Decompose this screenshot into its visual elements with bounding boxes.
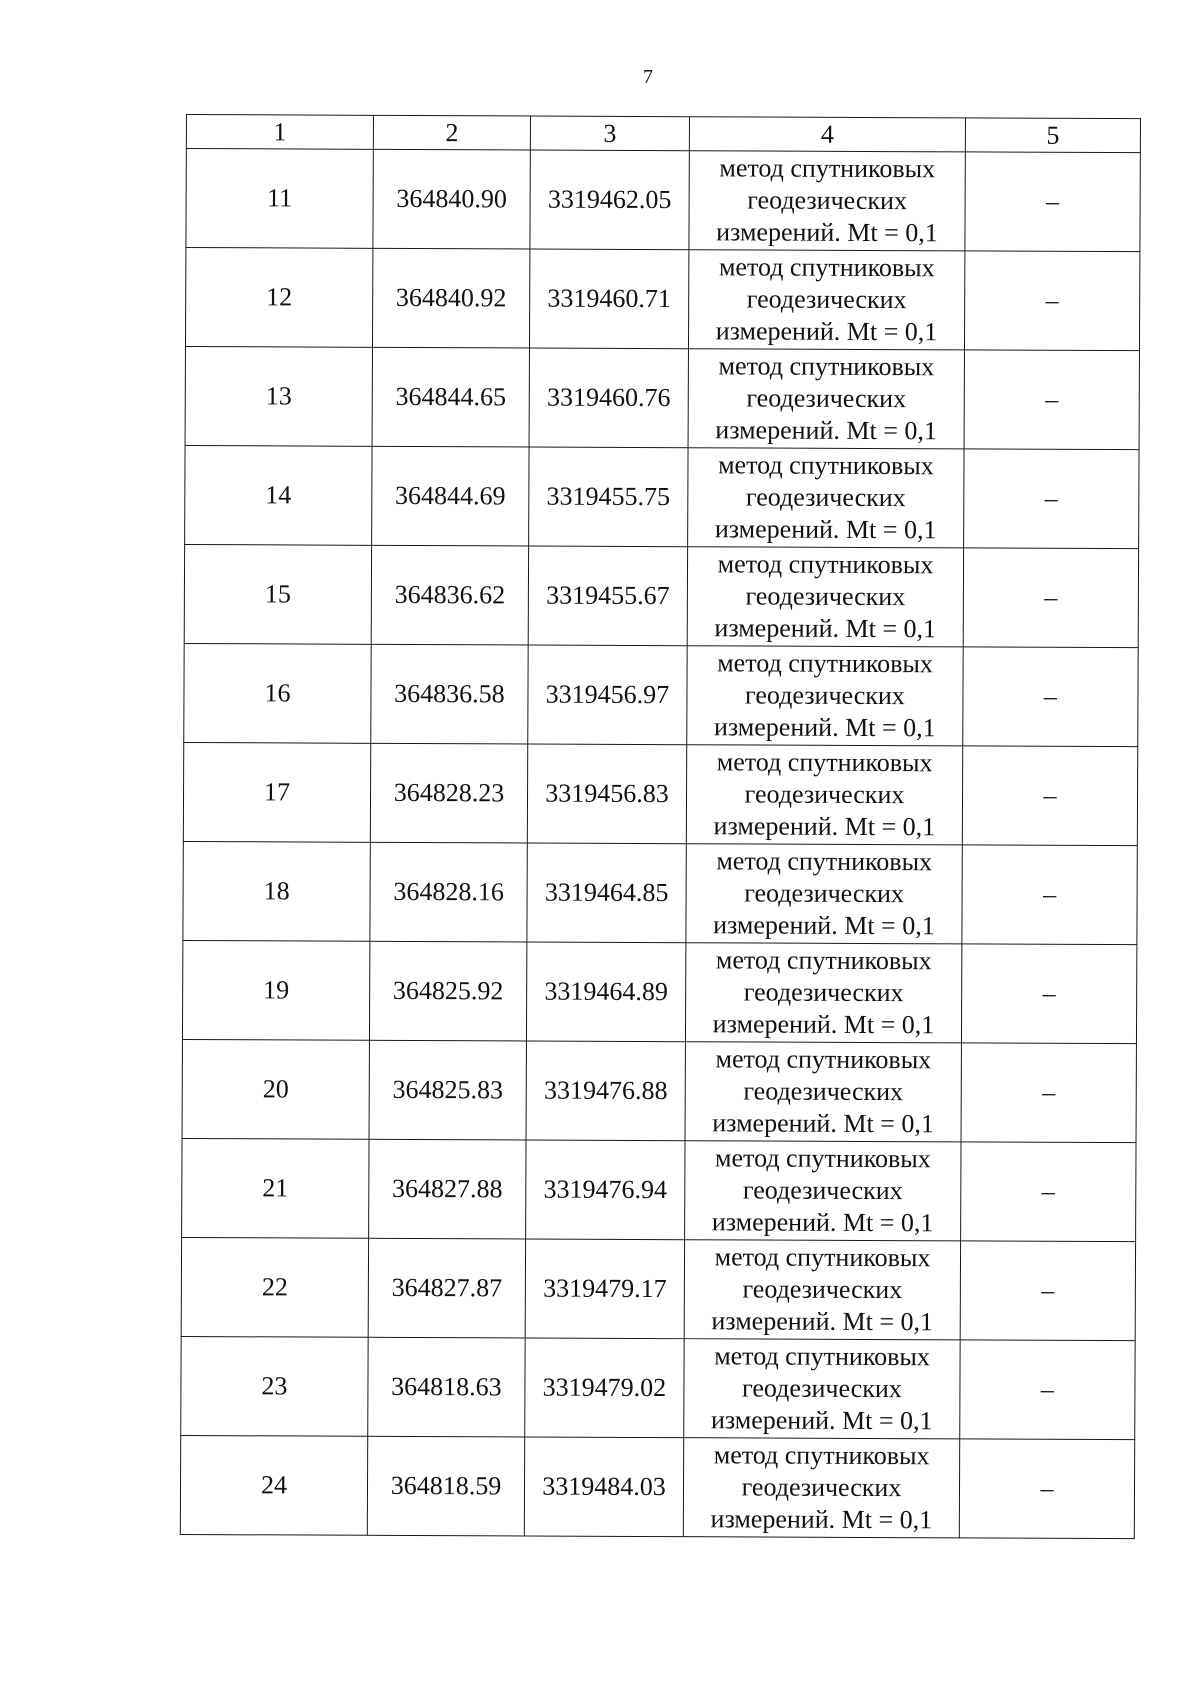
table-row xyxy=(185,346,1139,449)
point-number-cell: 18 xyxy=(183,841,370,941)
method-line: измерений. Mt = 0,1 xyxy=(713,910,935,941)
y-coordinate-cell: 3319479.17 xyxy=(525,1239,684,1339)
method-line: измерений. Mt = 0,1 xyxy=(711,1306,934,1337)
method-line: метод спутниковых xyxy=(715,1044,932,1075)
y-coordinate-cell: 3319484.03 xyxy=(524,1437,683,1537)
method-line: метод спутниковых xyxy=(718,450,934,481)
point-number-cell: 13 xyxy=(185,346,372,446)
method-line: измерений. Mt = 0,1 xyxy=(715,415,937,446)
point-number-cell: 12 xyxy=(185,248,372,348)
y-coordinate-cell: 3319456.97 xyxy=(528,645,687,745)
method-line: геодезических xyxy=(745,680,905,711)
method-line: метод спутниковых xyxy=(718,252,935,283)
y-coordinate-cell: 3319464.89 xyxy=(526,942,685,1042)
note-cell: – xyxy=(962,746,1137,846)
method-line: измерений. Mt = 0,1 xyxy=(714,514,937,545)
column-header: 3 xyxy=(530,116,689,151)
x-coordinate-cell: 364844.65 xyxy=(372,347,529,447)
method-line: метод спутниковых xyxy=(718,351,935,382)
method-line: измерений. Mt = 0,1 xyxy=(712,1009,935,1040)
method-cell xyxy=(687,646,963,746)
x-coordinate-cell: 364840.90 xyxy=(373,149,530,249)
method-line: геодезических xyxy=(743,1076,904,1107)
x-coordinate-cell: 364828.23 xyxy=(370,743,527,843)
method-line: метод спутниковых xyxy=(717,549,934,580)
y-coordinate-cell: 3319455.67 xyxy=(528,546,687,646)
note-cell: – xyxy=(964,449,1139,549)
table-row xyxy=(184,544,1138,647)
method-cell xyxy=(685,1042,961,1142)
method-line: метод спутниковых xyxy=(714,1341,930,1372)
method-line: измерений. Mt = 0,1 xyxy=(712,1108,934,1139)
y-coordinate-cell: 3319455.75 xyxy=(529,447,688,547)
page-number: 7 xyxy=(643,66,653,88)
note-cell: – xyxy=(959,1439,1134,1539)
point-number-cell: 17 xyxy=(183,742,370,842)
method-line: метод спутниковых xyxy=(715,1143,931,1174)
method-line: геодезических xyxy=(741,1472,902,1503)
method-line: метод спутниковых xyxy=(716,846,933,877)
x-coordinate-cell: 364844.69 xyxy=(372,446,529,546)
y-coordinate-cell: 3319479.02 xyxy=(525,1338,684,1438)
point-number-cell: 16 xyxy=(184,643,371,743)
table-row xyxy=(182,940,1136,1043)
table-row xyxy=(181,1237,1135,1340)
note-cell: – xyxy=(961,1142,1136,1242)
method-line: метод спутниковых xyxy=(719,153,936,184)
column-header: 2 xyxy=(373,115,530,150)
column-header: 1 xyxy=(186,115,373,150)
table-row xyxy=(186,149,1140,252)
table-row xyxy=(182,1138,1136,1241)
table-row xyxy=(182,1039,1136,1142)
method-line: геодезических xyxy=(745,581,906,612)
y-coordinate-cell: 3319460.76 xyxy=(529,348,688,448)
table-row xyxy=(183,742,1137,845)
method-cell xyxy=(688,250,964,350)
method-line: метод спутниковых xyxy=(714,1242,931,1273)
method-cell xyxy=(685,1141,961,1241)
method-cell xyxy=(687,547,963,647)
note-cell: – xyxy=(965,152,1140,252)
method-line: метод спутниковых xyxy=(715,945,932,976)
method-line: геодезических xyxy=(746,284,907,315)
x-coordinate-cell: 364818.63 xyxy=(368,1337,525,1437)
method-cell xyxy=(689,151,965,251)
x-coordinate-cell: 364825.92 xyxy=(369,941,526,1041)
x-coordinate-cell: 364818.59 xyxy=(367,1436,524,1536)
y-coordinate-cell: 3319460.71 xyxy=(529,249,688,349)
x-coordinate-cell: 364827.87 xyxy=(368,1238,525,1338)
note-cell: – xyxy=(960,1241,1135,1341)
method-line: геодезических xyxy=(746,383,907,414)
method-line: геодезических xyxy=(742,1274,903,1305)
method-cell xyxy=(686,745,962,845)
note-cell: – xyxy=(961,1043,1136,1143)
method-line: измерений. Mt = 0,1 xyxy=(716,217,938,248)
point-number-cell: 22 xyxy=(181,1237,368,1337)
column-header: 5 xyxy=(965,118,1140,153)
y-coordinate-cell: 3319476.94 xyxy=(526,1140,685,1240)
x-coordinate-cell: 364840.92 xyxy=(372,248,529,348)
point-number-cell: 20 xyxy=(182,1039,369,1139)
table-row xyxy=(183,841,1137,944)
note-cell: – xyxy=(964,251,1139,351)
table-row xyxy=(184,643,1138,746)
method-line: измерений. Mt = 0,1 xyxy=(711,1207,934,1238)
method-cell xyxy=(685,943,961,1043)
method-cell xyxy=(684,1339,960,1439)
point-number-cell: 14 xyxy=(185,445,372,545)
note-cell: – xyxy=(962,845,1137,945)
x-coordinate-cell: 364836.62 xyxy=(371,545,528,645)
method-line: геодезических xyxy=(744,779,905,810)
column-header: 4 xyxy=(689,117,965,152)
point-number-cell: 15 xyxy=(184,544,371,644)
x-coordinate-cell: 364828.16 xyxy=(370,842,527,942)
note-cell: – xyxy=(963,548,1138,648)
method-line: геодезических xyxy=(743,977,904,1008)
method-cell xyxy=(688,349,964,449)
y-coordinate-cell: 3319476.88 xyxy=(526,1041,685,1141)
method-line: измерений. Mt = 0,1 xyxy=(713,712,936,743)
note-cell: – xyxy=(963,647,1138,747)
x-coordinate-cell: 364825.83 xyxy=(369,1040,526,1140)
table-row xyxy=(180,1435,1134,1538)
point-number-cell: 19 xyxy=(182,940,369,1040)
table-body xyxy=(180,149,1140,1539)
method-line: измерений. Mt = 0,1 xyxy=(713,811,936,842)
method-cell xyxy=(683,1438,959,1538)
method-line: измерений. Mt = 0,1 xyxy=(715,316,938,347)
y-coordinate-cell: 3319462.05 xyxy=(530,150,689,250)
point-number-cell: 21 xyxy=(182,1138,369,1238)
note-cell: – xyxy=(960,1340,1135,1440)
method-line: геодезических xyxy=(745,482,906,513)
point-number-cell: 11 xyxy=(186,149,373,249)
note-cell: – xyxy=(961,944,1136,1044)
x-coordinate-cell: 364827.88 xyxy=(369,1139,526,1239)
point-number-cell: 23 xyxy=(181,1336,368,1436)
method-line: геодезических xyxy=(744,878,905,909)
method-cell xyxy=(688,448,964,548)
method-line: измерений. Mt = 0,1 xyxy=(710,1504,933,1535)
method-cell xyxy=(684,1240,960,1340)
table-header-row xyxy=(186,115,1140,153)
y-coordinate-cell: 3319464.85 xyxy=(527,843,686,943)
coordinates-table xyxy=(180,114,1141,1539)
y-coordinate-cell: 3319456.83 xyxy=(527,744,686,844)
method-line: геодезических xyxy=(742,1373,902,1404)
method-line: метод спутниковых xyxy=(713,1440,930,1471)
note-cell: – xyxy=(964,350,1139,450)
method-line: геодезических xyxy=(747,185,908,216)
method-line: измерений. Mt = 0,1 xyxy=(710,1405,933,1436)
method-cell xyxy=(686,844,962,944)
table-row xyxy=(185,445,1139,548)
method-line: метод спутниковых xyxy=(716,747,933,778)
method-line: измерений. Mt = 0,1 xyxy=(714,613,937,644)
method-line: геодезических xyxy=(742,1175,903,1206)
table-row xyxy=(181,1336,1135,1439)
method-line: метод спутниковых xyxy=(717,648,934,679)
table-row xyxy=(185,248,1139,351)
point-number-cell: 24 xyxy=(180,1435,367,1535)
x-coordinate-cell: 364836.58 xyxy=(371,644,528,744)
